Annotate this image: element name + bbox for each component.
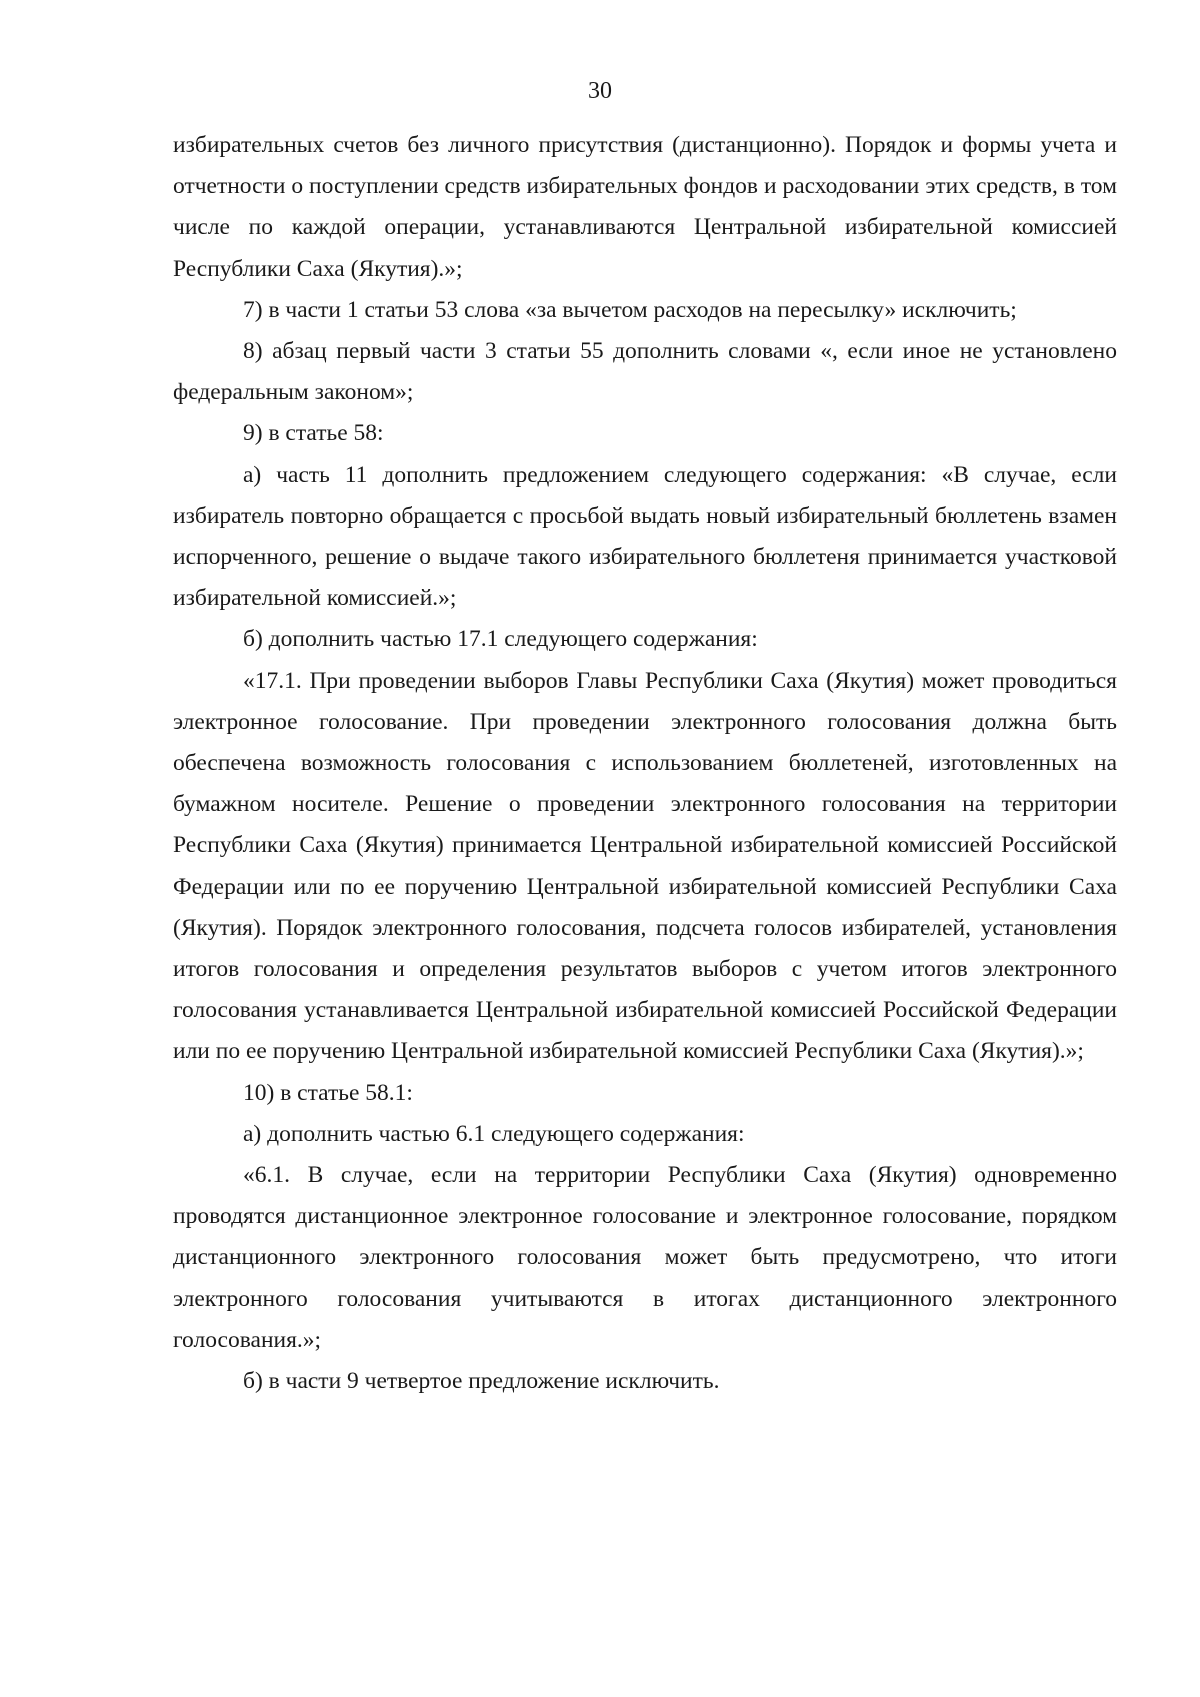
- paragraph-part-6-1: «6.1. В случае, если на территории Республики Саха (Якутия) одновременно проводятся дистанционное электронное голосование и электронное голосование, порядком дистанционного электронного голосования может быть предусмотрено, что итоги электронного голосования учитываются в итогах дистанционного электронного голосования.»;: [173, 1162, 1117, 1353]
- paragraph-item-9b: б) дополнить частью 17.1 следующего содержания:: [243, 626, 758, 653]
- paragraph-item-10a: а) дополнить частью 6.1 следующего содержания:: [243, 1120, 745, 1147]
- paragraph-item-9a: а) часть 11 дополнить предложением следующего содержания: «В случае, если избиратель повторно обращается с просьбой выдать новый избирательный бюллетень взамен испорченного, решение о выдаче такого избирательного бюллетеня принимается участковой избирательной комиссией.»;: [173, 461, 1117, 612]
- paragraph-item-10b: б) в части 9 четвертое предложение исключить.: [243, 1368, 720, 1395]
- paragraph-item-8: 8) абзац первый части 3 статьи 55 дополнить словами «, если иное не установлено федеральным законом»;: [173, 338, 1117, 406]
- document-body: [173, 125, 1117, 1402]
- paragraph-part-17-1: «17.1. При проведении выборов Главы Республики Саха (Якутия) может проводиться электронное голосование. При проведении электронного голосования должна быть обеспечена возможность голосования с использованием бюллетеней, изготовленных на бумажном носителе. Решение о проведении электронного голосования на территории Республики Саха (Якутия) принимается Центральной избирательной комиссией Российской Федерации или по ее поручению Центральной избирательной комиссией Республики Саха (Якутия). Порядок электронного голосования, подсчета голосов избирателей, установления итогов голосования и определения результатов выборов с учетом итогов электронного голосования устанавливается Центральной избирательной комиссией Российской Федерации или по ее поручению Центральной избирательной комиссией Республики Саха (Якутия).»;: [173, 667, 1117, 1065]
- paragraph-continuation: избирательных счетов без личного присутствия (дистанционно). Порядок и формы учета и отчетности о поступлении средств избирательных фондов и расходовании этих средств, в том числе по каждой операции, устанавливаются Центральной избирательной комиссией Республики Саха (Якутия).»;: [173, 132, 1117, 282]
- page-number: 30: [588, 78, 612, 104]
- paragraph-item-10: 10) в статье 58.1:: [243, 1079, 413, 1106]
- paragraph-item-7: 7) в части 1 статьи 53 слова «за вычетом расходов на пересылку» исключить;: [243, 296, 1017, 323]
- paragraph-item-9: 9) в статье 58:: [243, 420, 384, 447]
